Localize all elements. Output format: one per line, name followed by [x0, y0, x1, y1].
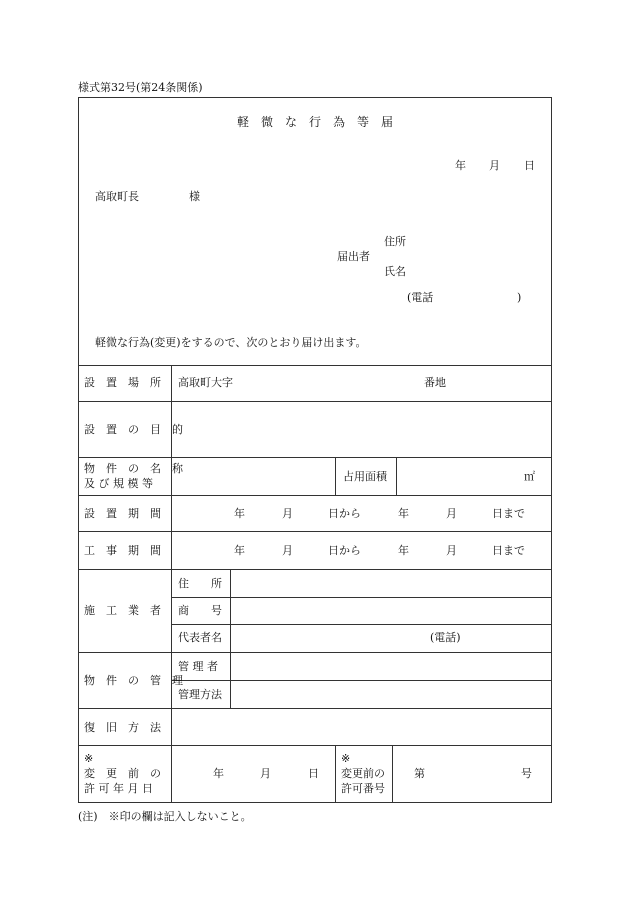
- restoration-label: 復 旧 方 法: [84, 721, 161, 734]
- management-method-label: 管理方法: [178, 688, 222, 701]
- column-divider: [335, 745, 336, 803]
- row-divider: [78, 708, 552, 709]
- location-prefix: 高取町大字: [178, 376, 233, 389]
- contractor-trade-name-label: 商 号: [178, 604, 222, 617]
- applicant-phone-open: (電話: [407, 291, 434, 304]
- area-label: 占用面積: [343, 470, 387, 483]
- location-suffix: 番地: [424, 376, 446, 389]
- work-month1: 月: [282, 544, 293, 557]
- contractor-label: 施 工 業 者: [84, 604, 161, 617]
- subrow-divider: [171, 624, 552, 625]
- applicant-phone-close: ): [517, 291, 522, 304]
- prior-no-suffix: 号: [521, 767, 532, 780]
- form-number: 様式第32号(第24条関係): [78, 81, 203, 94]
- date-year-label: 年: [455, 159, 466, 172]
- prior-no-prefix: 第: [414, 767, 425, 780]
- work-from: 日から: [328, 544, 361, 557]
- applicant-address-label: 住所: [384, 235, 406, 248]
- sublabel-column-divider: [230, 569, 231, 708]
- work-year2: 年: [398, 544, 409, 557]
- area-unit: ㎡: [524, 470, 535, 483]
- subrow-divider: [171, 680, 552, 681]
- prior-permit-month: 月: [260, 767, 271, 780]
- form-title: 軽 微 な 行 為 等 届: [236, 115, 393, 129]
- applicant-label: 届出者: [337, 250, 370, 263]
- date-day-label: 日: [524, 159, 535, 172]
- property-label-line2: 及 び 規 模 等: [84, 477, 153, 490]
- row-divider: [78, 745, 552, 746]
- applicant-name-label: 氏名: [384, 265, 406, 278]
- install-until: 日まで: [492, 507, 525, 520]
- purpose-label: 設 置 の 目 的: [84, 423, 183, 436]
- row-divider: [78, 365, 552, 366]
- work-period-label: 工 事 期 間: [84, 544, 161, 557]
- intro-text: 軽微な行為(変更)をするので、次のとおり届け出ます。: [95, 336, 367, 349]
- date-month-label: 月: [489, 159, 500, 172]
- install-month2: 月: [446, 507, 457, 520]
- contractor-representative-label: 代表者名: [178, 631, 222, 644]
- manager-label: 管 理 者: [178, 660, 218, 673]
- contractor-address-label: 住 所: [178, 577, 222, 590]
- row-divider: [78, 495, 552, 496]
- contractor-phone: (電話): [430, 631, 461, 644]
- addressee-honorific: 様: [189, 190, 200, 203]
- install-year2: 年: [398, 507, 409, 520]
- column-divider: [392, 745, 393, 803]
- install-from: 日から: [328, 507, 361, 520]
- footnote: (注) ※印の欄は記入しないこと。: [78, 810, 252, 823]
- prior-permit-label-line2: 許 可 年 月 日: [84, 782, 153, 795]
- prior-permit-day: 日: [308, 767, 319, 780]
- prior-no-label-line1: 変更前の: [341, 767, 385, 780]
- work-year1: 年: [234, 544, 245, 557]
- install-year1: 年: [234, 507, 245, 520]
- row-divider: [78, 457, 552, 458]
- location-label: 設 置 場 所: [84, 376, 161, 389]
- prior-no-mark: ※: [341, 752, 351, 765]
- column-divider: [396, 457, 397, 495]
- work-month2: 月: [446, 544, 457, 557]
- column-divider: [335, 457, 336, 495]
- install-period-label: 設 置 期 間: [84, 507, 161, 520]
- row-divider: [78, 401, 552, 402]
- prior-permit-mark: ※: [84, 752, 94, 765]
- prior-permit-year: 年: [213, 767, 224, 780]
- row-divider: [78, 569, 552, 570]
- management-label: 物 件 の 管 理: [84, 674, 183, 687]
- row-divider: [78, 531, 552, 532]
- property-label-line1: 物 件 の 名 称: [84, 462, 183, 475]
- install-month1: 月: [282, 507, 293, 520]
- prior-permit-label-line1: 変 更 前 の: [84, 767, 161, 780]
- addressee-name: 高取町長: [95, 190, 139, 203]
- subrow-divider: [171, 597, 552, 598]
- work-until: 日まで: [492, 544, 525, 557]
- form-frame: [78, 97, 552, 803]
- row-divider: [78, 652, 552, 653]
- prior-no-label-line2: 許可番号: [341, 782, 385, 795]
